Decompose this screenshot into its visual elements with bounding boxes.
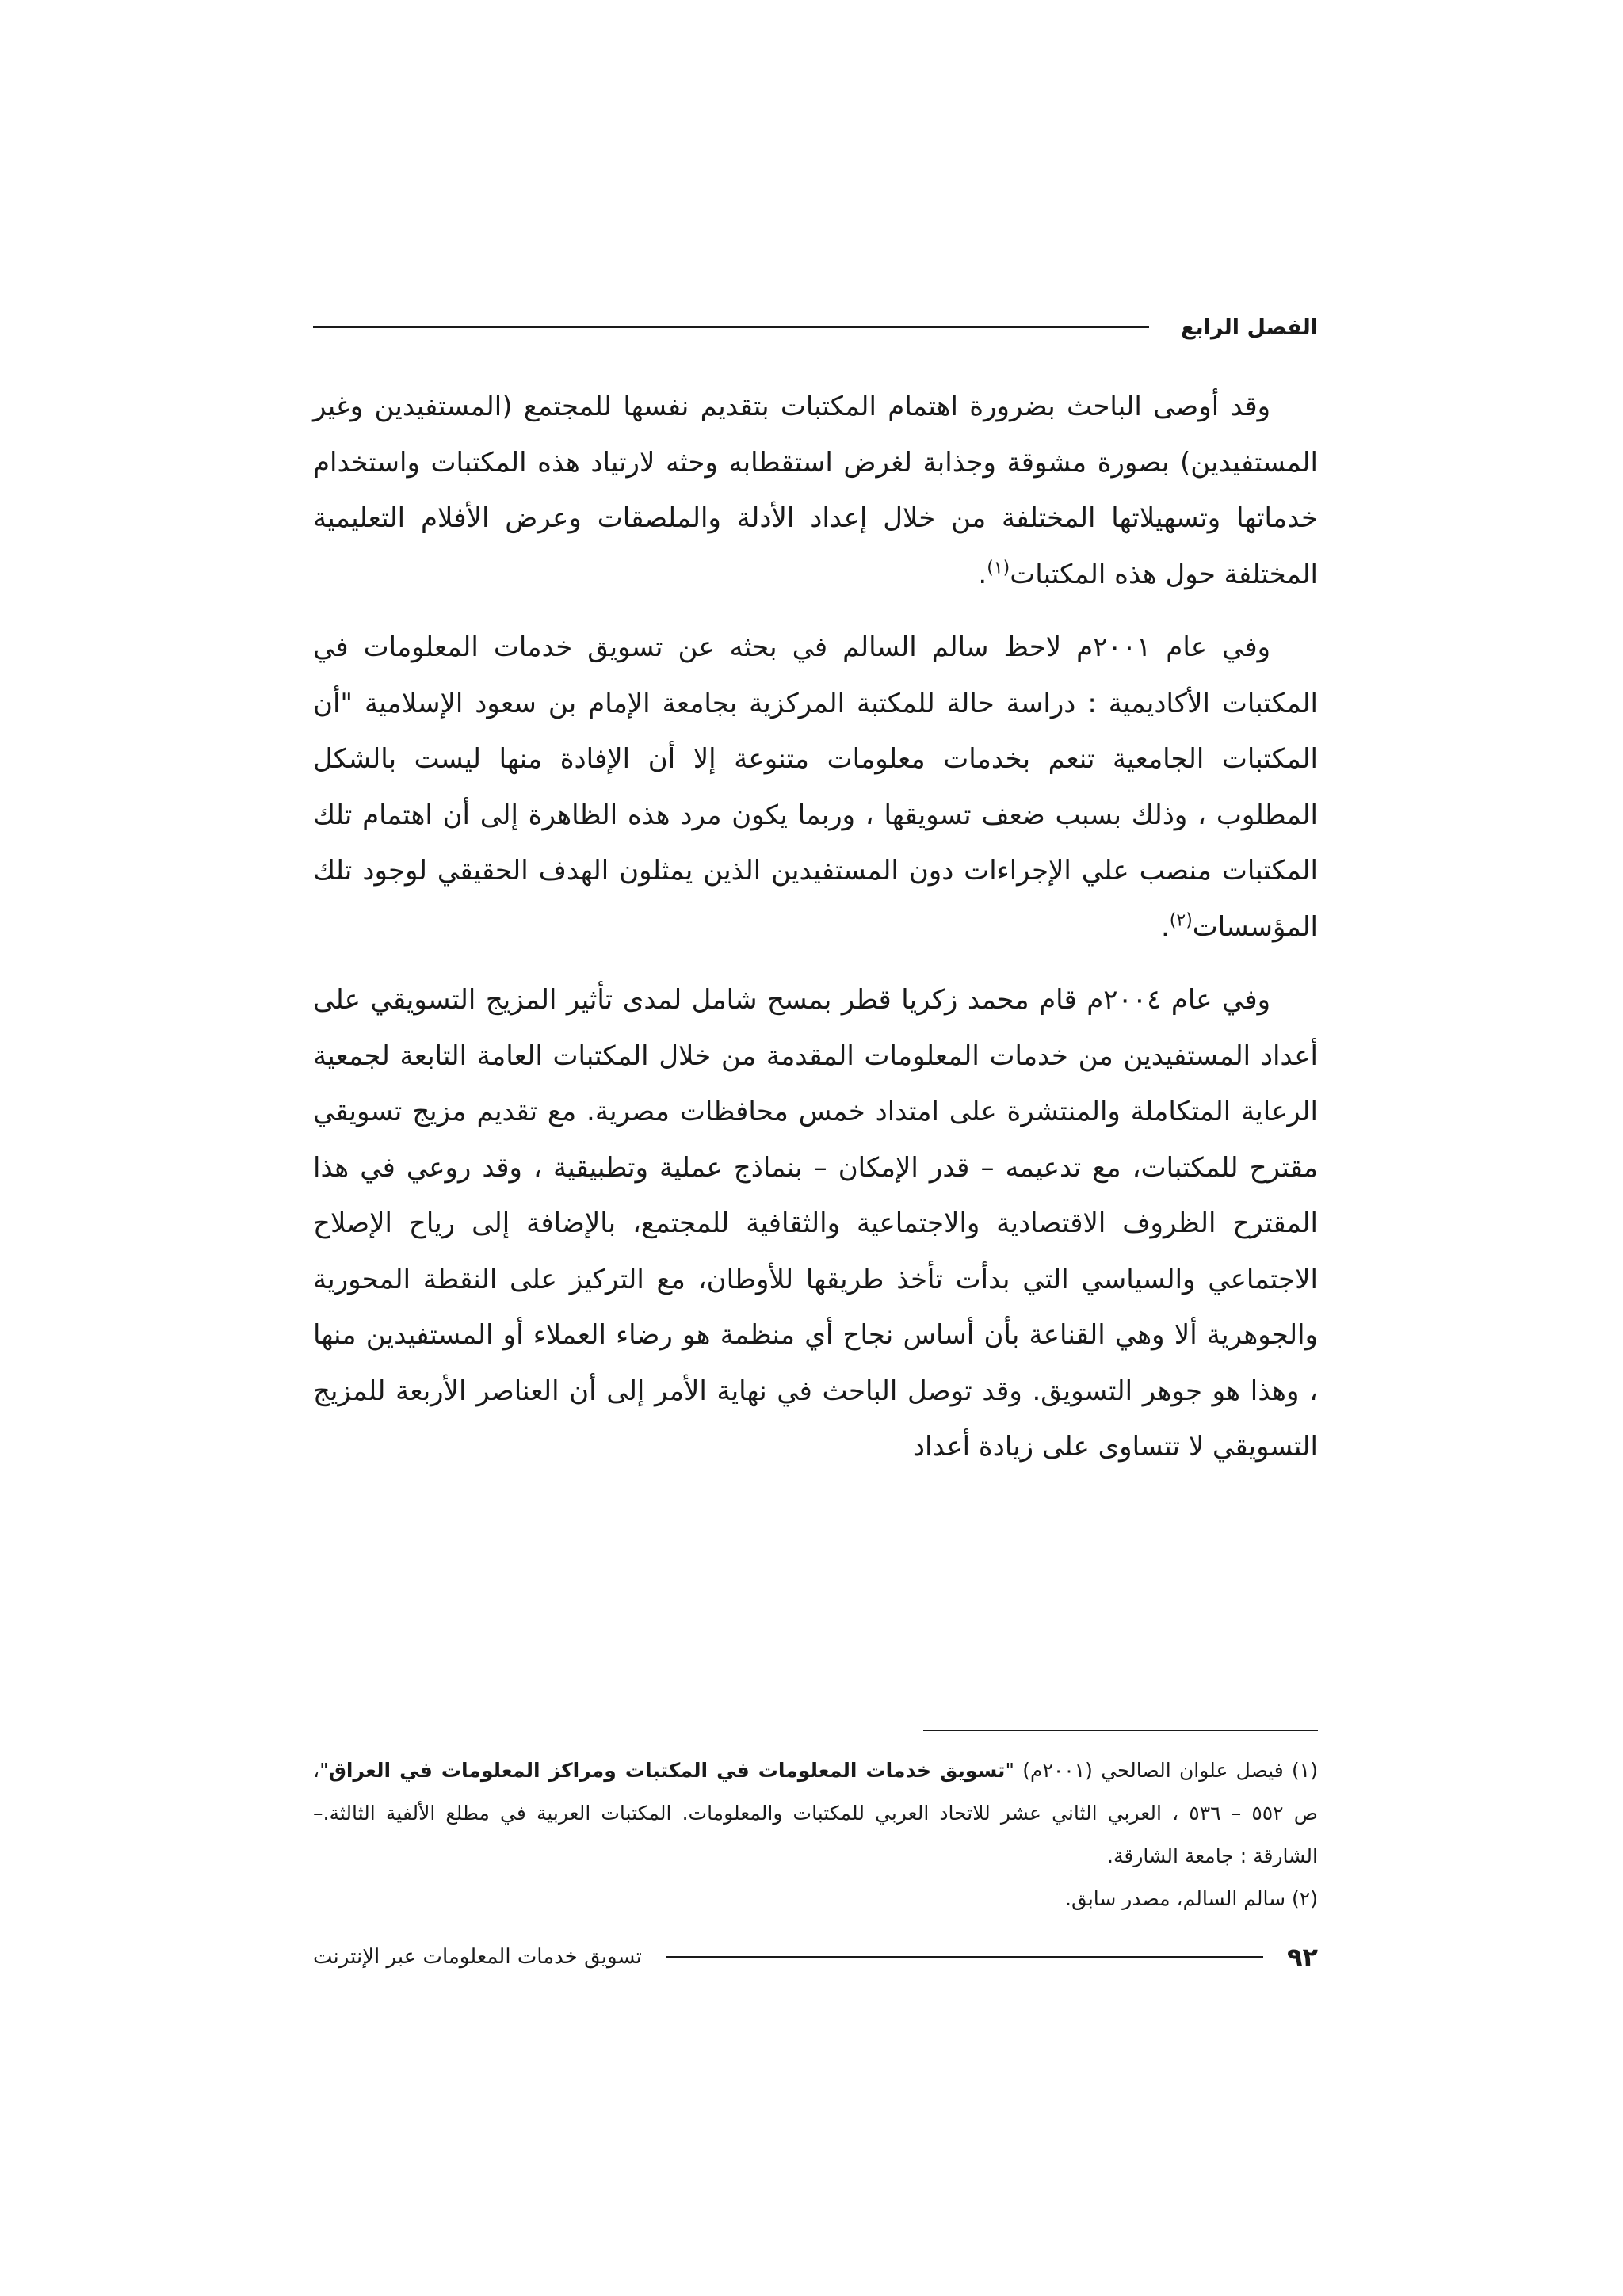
footnote-1-title: تسويق خدمات المعلومات في المكتبات ومراكز المعلومات في العراق <box>328 1759 1006 1782</box>
paragraph-3 <box>313 972 1318 1475</box>
footer-rule <box>666 1956 1263 1958</box>
footnote-1-prefix: (١) فيصل علوان الصالحي (٢٠٠١م) " <box>1005 1759 1318 1782</box>
footnote-1-rest: "، ص ٥٥٢ – ٥٣٦ ، العربي الثاني عشر للاتحاد العربي للمكتبات والمعلومات. المكتبات العربية في مطلع الألفية الثالثة.– الشارقة : جامعة الشارقة. <box>313 1759 1318 1867</box>
footnote-2: (٢) سالم السالم، مصدر سابق. <box>1065 1887 1318 1910</box>
page-number: ٩٢ <box>1286 1942 1318 1972</box>
book-title: تسويق خدمات المعلومات عبر الإنترنت <box>313 1945 642 1969</box>
paragraph-2-text: وفي عام ٢٠٠١م لاحظ سالم السالم في بحثه عن تسويق خدمات المعلومات في المكتبات الأكاديمية : دراسة حالة للمكتبة المركزية بجامعة الإمام بن سعود الإسلامية "أن المكتبات الجامعية تنعم بخدمات معلومات متنوعة إلا أن الإفادة منها ليست بالشكل المطلوب ، وذلك بسبب ضعف تسويقها ، وربما يكون مرد هذه الظاهرة إلى أن اهتمام تلك المكتبات منصب علي الإجراءات دون المستفيدين الذين يمثلون الهدف الحقيقي لوجود تلك المؤسسات <box>313 631 1318 943</box>
footnote-1 <box>313 1749 1318 1878</box>
paragraph-2-end: . <box>1160 910 1170 943</box>
body-text <box>313 379 1318 1493</box>
chapter-title: الفصل الرابع <box>1181 315 1318 340</box>
paragraph-3-text: وفي عام ٢٠٠٤م قام محمد زكريا قطر بمسح شامل لمدى تأثير المزيج التسويقي على أعداد المستفيدين من خدمات المعلومات المقدمة من خلال المكتبات العامة التابعة لجمعية الرعاية المتكاملة والمنتشرة على امتداد خمس محافظات مصرية. مع تقديم مزيج تسويقي مقترح للمكتبات، مع تدعيمه – قدر الإمكان – بنماذج عملية وتطبيقية ، وقد روعي في هذا المقترح الظروف الاقتصادية والاجتماعية والثقافية للمجتمع، بالإضافة إلى رياح الإصلاح الاجتماعي والسياسي التي بدأت تأخذ طريقها للأوطان، مع التركيز على النقطة المحورية والجوهرية ألا وهي القناعة بأن أساس نجاح أي منظمة هو رضاء العملاء أو المستفيدين منها ، وهذا هو جوهر التسويق. وقد توصل الباحث في نهاية الأمر إلى أن العناصر الأربعة للمزيج التسويقي لا تتساوى على زيادة أعداد <box>313 984 1318 1463</box>
paragraph-1 <box>313 379 1318 602</box>
paragraph-1-text: وقد أوصى الباحث بضرورة اهتمام المكتبات بتقديم نفسها للمجتمع (المستفيدين وغير المستفيدين) بصورة مشوقة وجذابة لغرض استقطابه وحثه لارتياد هذه المكتبات واستخدام خدماتها وتسهيلاتها المختلفة من خلال إعداد الأدلة والملصقات وعرض الأفلام التعليمية المختلفة حول هذه المكتبات <box>313 391 1318 590</box>
footnote-ref-1: (١) <box>987 558 1010 578</box>
footnote-ref-2: (٢) <box>1169 910 1193 931</box>
header-rule <box>313 326 1149 328</box>
paragraph-1-end: . <box>978 558 987 590</box>
paragraph-2 <box>313 620 1318 955</box>
footnote-rule <box>923 1730 1318 1731</box>
page-footer <box>313 1937 1318 1977</box>
page-header <box>313 307 1318 347</box>
footnotes <box>313 1749 1318 1920</box>
